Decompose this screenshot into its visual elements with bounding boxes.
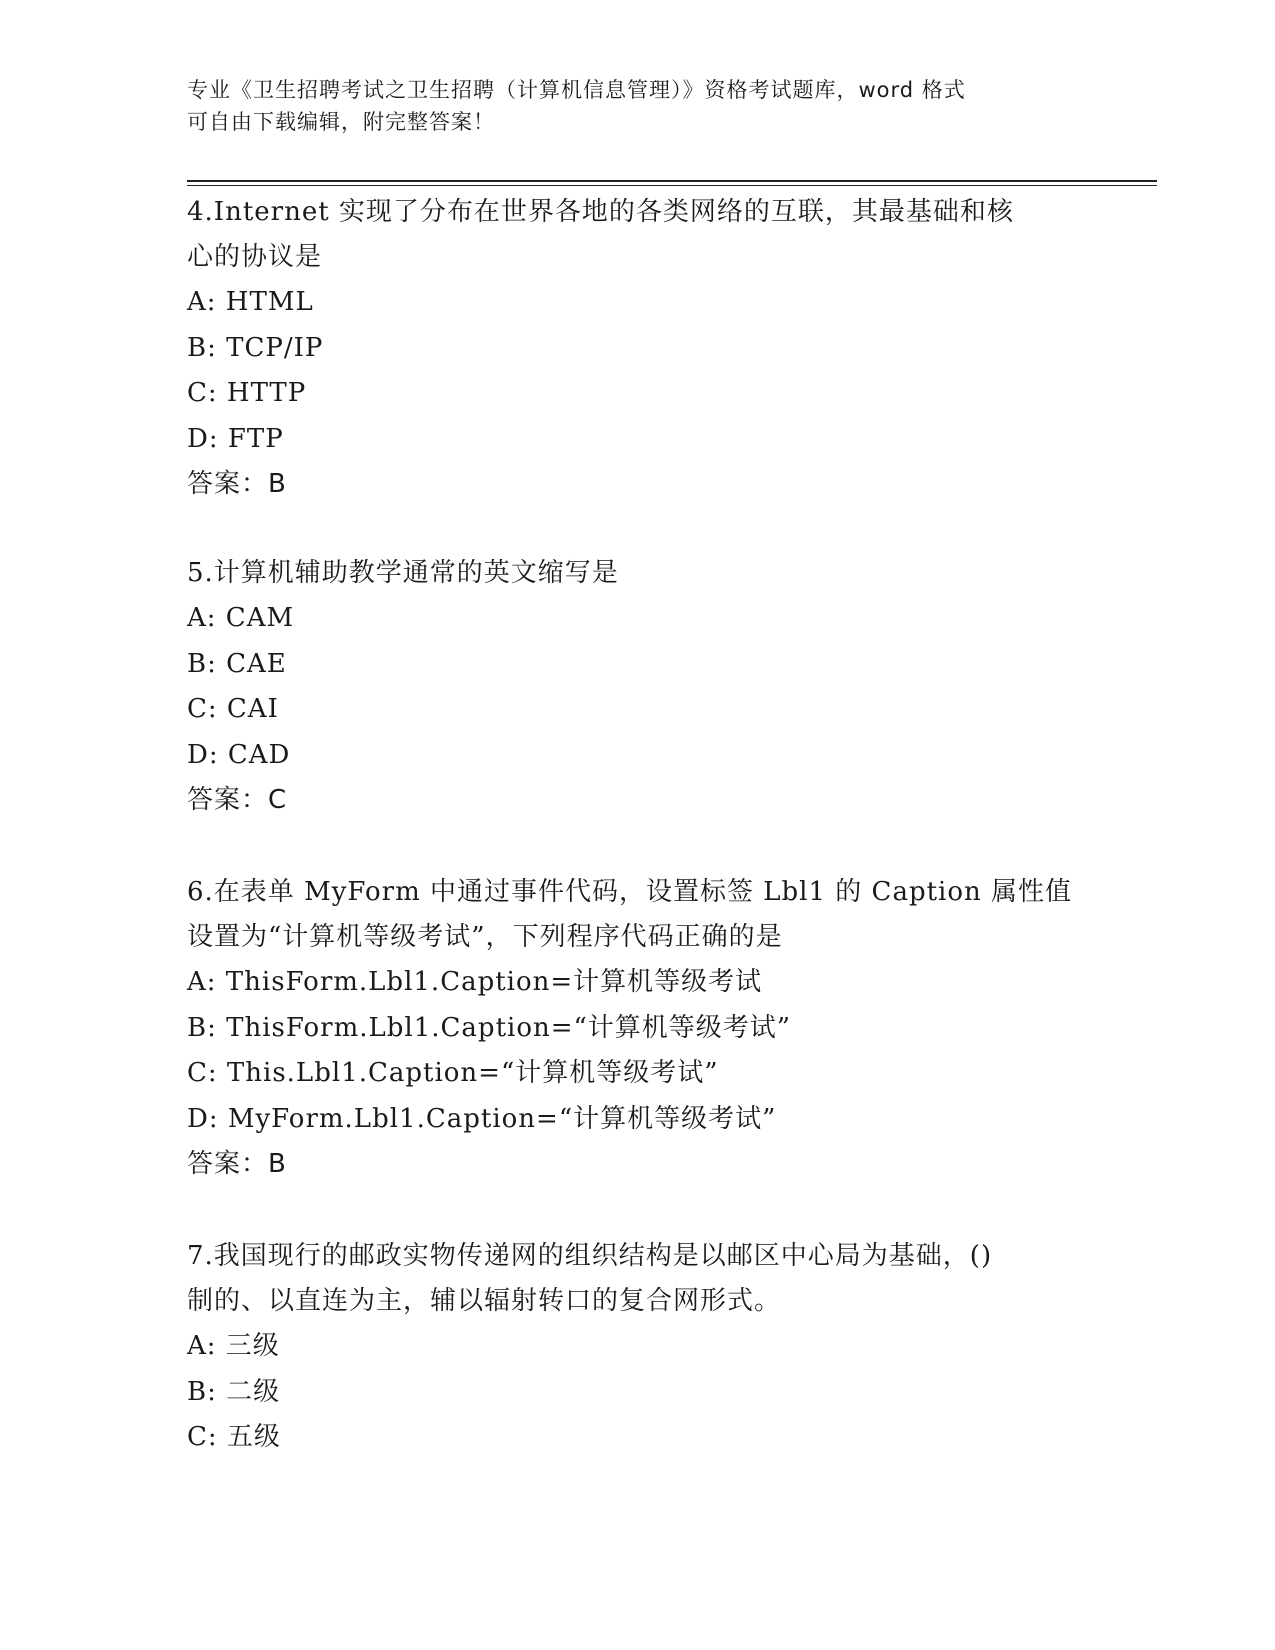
question-stem-line: 7.我国现行的邮政实物传递网的组织结构是以邮区中心局为基础，() [187, 1241, 993, 1271]
header-divider-thin [187, 185, 1157, 186]
option-c: C: 五级 [187, 1422, 281, 1452]
question-stem-line: 心的协议是 [187, 242, 323, 272]
header-divider-thick [187, 180, 1157, 182]
question-stem-line: 5.计算机辅助教学通常的英文缩写是 [187, 558, 619, 588]
option-b: B: 二级 [187, 1376, 281, 1407]
question-stem-line: 制的、以直连为主，辅以辐射转口的复合网形式。 [187, 1286, 782, 1316]
question-4 [187, 190, 1087, 506]
document-header [187, 74, 1067, 138]
question-stem-line: 设置为“计算机等级考试”，下列程序代码正确的是 [187, 922, 783, 952]
question-stem-line: 4.Internet 实现了分布在世界各地的各类网络的互联，其最基础和核 [187, 197, 1014, 227]
answer-line: 答案：C [187, 785, 288, 815]
option-a: A: ThisForm.Lbl1.Caption=计算机等级考试 [187, 967, 763, 997]
option-d: D: CAD [187, 739, 291, 770]
option-a: A: CAM [187, 603, 295, 633]
header-line-1: 专业《卫生招聘考试之卫生招聘（计算机信息管理）》资格考试题库，word 格式 [187, 78, 966, 102]
answer-line: 答案：B [187, 1149, 287, 1179]
answer-line: 答案：B [187, 469, 287, 499]
question-7 [187, 1234, 1087, 1461]
question-6 [187, 870, 1087, 1186]
option-a: A: 三级 [187, 1331, 280, 1361]
option-c: C: This.Lbl1.Caption=“计算机等级考试” [187, 1058, 719, 1088]
header-line-2: 可自由下载编辑，附完整答案！ [187, 110, 495, 134]
question-stem-line: 6.在表单 MyForm 中通过事件代码，设置标签 Lbl1 的 Caption 属性值 [187, 877, 1073, 907]
option-c: C: CAI [187, 694, 279, 724]
option-d: D: FTP [187, 423, 284, 454]
option-c: C: HTTP [187, 378, 307, 408]
option-a: A: HTML [187, 287, 314, 317]
option-b: B: ThisForm.Lbl1.Caption=“计算机等级考试” [187, 1012, 792, 1043]
option-b: B: CAE [187, 648, 287, 679]
option-d: D: MyForm.Lbl1.Caption=“计算机等级考试” [187, 1103, 777, 1134]
option-b: B: TCP/IP [187, 332, 324, 363]
question-5 [187, 551, 1087, 822]
